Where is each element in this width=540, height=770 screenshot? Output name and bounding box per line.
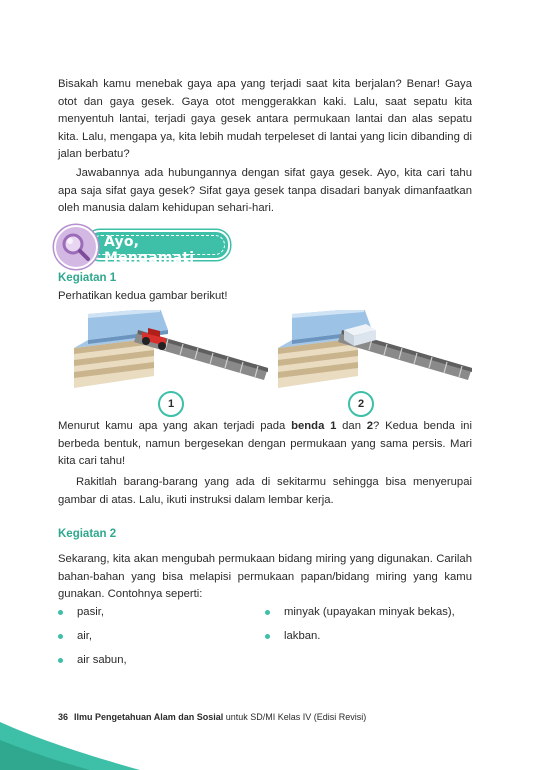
- book-subtitle: untuk SD/MI Kelas IV (Edisi Revisi): [223, 712, 367, 722]
- question-text-3: ? Kedua benda ini berbeda bentuk, namun bergesekan dengan permukaan yang sama persis. Mari kita cari tahu!: [58, 420, 472, 468]
- kegiatan-1-heading: Kegiatan 1: [58, 272, 117, 284]
- question-text-2: dan: [336, 420, 367, 432]
- list-item-label: air,: [77, 630, 93, 642]
- list-item-label: pasir,: [77, 606, 105, 618]
- list-item-label: air sabun,: [77, 654, 127, 666]
- bullet-dot-icon: [58, 658, 63, 663]
- figure-label-1: 1: [158, 391, 184, 417]
- paragraph-friction-properties: Jawabannya ada hubungannya dengan sifat gaya gesek. Ayo, kita cari tahu apa saja sifat gaya gesek? Sifat gaya gesek tanpa disadari banyak dimanfaatkan oleh manusia dalam kehidupan sehari-hari.: [58, 167, 472, 215]
- list-item: [265, 606, 455, 618]
- list-item: [58, 630, 92, 642]
- list-item-label: minyak (upayakan minyak bekas),: [284, 606, 455, 618]
- bold-benda-1: benda 1: [291, 420, 337, 432]
- list-item: [265, 630, 320, 642]
- list-item: [58, 606, 104, 618]
- figure-ramp-car: [68, 310, 268, 390]
- book-stack-1: [74, 310, 168, 388]
- corner-decoration: [0, 710, 150, 770]
- page-number: 36: [58, 712, 69, 722]
- list-item-label: lakban.: [284, 630, 321, 642]
- book-title: Ilmu Pengetahuan Alam dan Sosial: [74, 712, 224, 722]
- kegiatan-2-intro: Sekarang, kita akan mengubah permukaan bidang miring yang digunakan. Carilah bahan-bahan yang bisa melapisi permukaan papan/bidang miring yang kamu gunakan. Contohnya seperti:: [58, 553, 472, 601]
- question-text-1: Menurut kamu apa yang akan terjadi pada: [58, 420, 292, 432]
- kegiatan-2-heading: Kegiatan 2: [58, 528, 117, 540]
- figure-label-2: 2: [348, 391, 374, 417]
- banner-title: Ayo, Mengamati: [104, 234, 195, 266]
- paragraph-instructions: Rakitlah barang-barang yang ada di sekitarmu sehingga bisa menyerupai gambar di atas. Lalu, ikuti instruksi dalam lembar kerja.: [58, 476, 472, 506]
- section-banner: [54, 225, 234, 265]
- figure-ramp-block: [272, 310, 472, 390]
- bullet-dot-icon: [58, 634, 63, 639]
- bold-benda-2: 2: [366, 420, 374, 432]
- kegiatan-1-intro: Perhatikan kedua gambar berikut!: [58, 290, 228, 302]
- bullet-dot-icon: [58, 610, 63, 615]
- paragraph-question: [58, 418, 472, 471]
- paragraph-intro: Bisakah kamu menebak gaya apa yang terjadi saat kita berjalan? Benar! Gaya otot dan gaya gesek. Gaya otot menggerakkan kaki. Lalu, saat sepatu kita menyentuh lantai, terjadi gaya gesek antara permukaan lantai dan alas sepatu kita. Lalu, mengapa ya, kita lebih mudah terpeleset di lantai yang licin dibanding di jalan berbatu?: [58, 78, 472, 161]
- bullet-dot-icon: [265, 610, 270, 615]
- magnifier-icon: [54, 225, 98, 269]
- book-stack-2: [278, 310, 372, 388]
- bullet-dot-icon: [265, 634, 270, 639]
- list-item: [58, 654, 127, 666]
